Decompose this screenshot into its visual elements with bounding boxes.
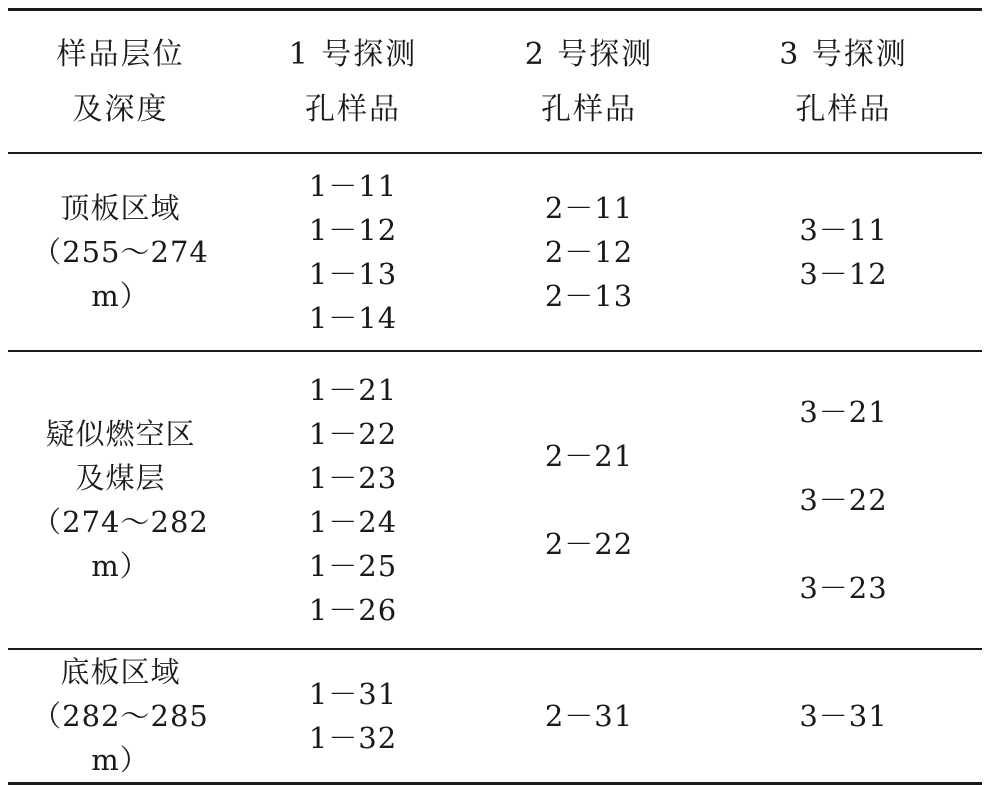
header-hole-2 <box>473 10 705 154</box>
table-row <box>8 649 982 784</box>
sample-id: 1－12 <box>308 213 398 247</box>
sample-id: 1－14 <box>308 301 398 335</box>
sample-id: 2－11 <box>544 191 634 225</box>
region-cell <box>8 351 233 649</box>
table-row <box>8 153 982 351</box>
header-row <box>8 10 982 154</box>
header-text: 孔样品 <box>795 91 892 127</box>
header-layer-depth <box>8 10 233 154</box>
table-row <box>8 351 982 649</box>
sample-id: 3－12 <box>799 257 888 291</box>
sample-table-container <box>8 8 982 776</box>
region-name: 底板区域 <box>60 655 181 689</box>
hole1-cell <box>233 351 473 649</box>
header-text: 3 号探测 <box>779 36 908 72</box>
sample-id: 1－25 <box>308 549 398 583</box>
sample-id: 3－23 <box>799 571 888 605</box>
sample-id: 2－31 <box>544 699 634 733</box>
sample-id: 1－23 <box>308 461 398 495</box>
sample-id: 1－31 <box>308 677 398 711</box>
sample-id: 2－13 <box>544 279 634 313</box>
header-hole-1 <box>233 10 473 154</box>
header-text: 孔样品 <box>541 91 637 127</box>
header-text: 1 号探测 <box>288 36 418 72</box>
header-text: 样品层位 <box>56 36 185 72</box>
region-name: 顶板区域 <box>60 191 181 225</box>
sample-id: 1－22 <box>308 417 398 451</box>
region-depth: （274～282 m） <box>32 505 209 583</box>
sample-id: 2－21 <box>544 439 634 473</box>
sample-id: 1－32 <box>308 721 398 755</box>
sample-id: 1－24 <box>308 505 398 539</box>
sample-id: 2－12 <box>544 235 634 269</box>
region-cell <box>8 153 233 351</box>
sample-id: 3－22 <box>799 483 888 517</box>
hole3-cell <box>705 351 982 649</box>
sample-id: 2－22 <box>544 527 634 561</box>
header-text: 2 号探测 <box>524 36 654 72</box>
sample-id: 3－11 <box>799 213 888 247</box>
sample-id: 3－31 <box>799 699 888 733</box>
sample-id: 1－26 <box>308 593 398 627</box>
hole3-cell <box>705 649 982 784</box>
hole2-cell <box>473 153 705 351</box>
sample-id: 1－11 <box>308 169 398 203</box>
region-name: 疑似燃空区 <box>45 417 196 451</box>
sample-id: 3－21 <box>799 395 888 429</box>
header-text: 孔样品 <box>305 91 401 127</box>
sample-table <box>8 8 982 785</box>
header-hole-3 <box>705 10 982 154</box>
sample-id: 1－13 <box>308 257 398 291</box>
hole2-cell <box>473 351 705 649</box>
hole1-cell <box>233 649 473 784</box>
sample-id: 1－21 <box>308 373 398 407</box>
region-depth: （282～285 m） <box>32 699 209 777</box>
header-text: 及深度 <box>72 91 169 127</box>
hole1-cell <box>233 153 473 351</box>
region-depth: （255～274 m） <box>32 235 209 313</box>
region-name: 及煤层 <box>75 461 166 495</box>
region-cell <box>8 649 233 784</box>
hole3-cell <box>705 153 982 351</box>
hole2-cell <box>473 649 705 784</box>
